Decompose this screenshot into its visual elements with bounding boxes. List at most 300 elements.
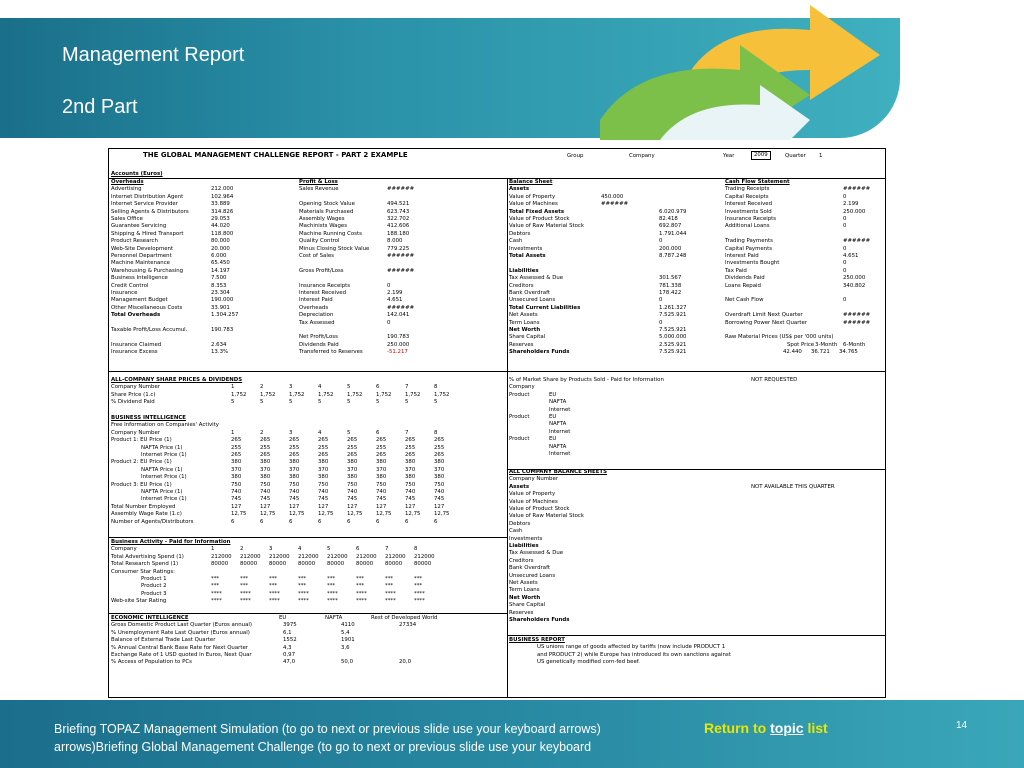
pl-label: Net Profit/Loss: [299, 334, 338, 341]
cf-label: Tax Paid: [725, 267, 747, 274]
footer-briefing-text: Briefing TOPAZ Management Simulation (to go to next or previous slide use your keyboard arrows) arrows)Briefing Global Management Challenge (to go to next or previous slide use your keyboard: [54, 722, 601, 754]
econ-cell: 5,4: [341, 629, 350, 636]
bi-row-label: Company Number: [111, 429, 161, 436]
pl-label: Overheads: [299, 304, 329, 311]
bi-cell: 370: [347, 466, 358, 473]
overhead-value: 33.901: [211, 304, 230, 311]
bi-cell: 12,75: [376, 511, 392, 518]
bi-cell: 265: [318, 452, 329, 458]
paidbi-row-label: Total Research Spend (1): [111, 561, 179, 568]
econ-cell: 27334: [399, 622, 417, 629]
overhead-value: 1.304.257: [211, 312, 239, 319]
bi-cell: 380: [318, 459, 329, 466]
bi-cell: 380: [260, 474, 271, 481]
overhead-value: 314.826: [211, 208, 234, 215]
cf-value: ######: [843, 312, 871, 319]
shares-cell: 3: [289, 384, 293, 391]
paidbi-cell: ****: [414, 590, 425, 597]
bs-label: Reserves: [509, 341, 534, 348]
bi-cell: 265: [376, 437, 387, 444]
bi-cell: 255: [260, 444, 271, 451]
shares-cell: 1,752: [376, 391, 392, 398]
bi-cell: 370: [405, 466, 416, 473]
bs-label: Share Capital: [509, 334, 546, 341]
shares-cell: 4: [318, 384, 322, 391]
bi-cell: 265: [434, 452, 445, 458]
ms-label: Product: [509, 414, 530, 420]
bs-label: Value of Property: [509, 193, 556, 200]
econ-cell: 3,6: [341, 644, 350, 651]
overhead-value: 44.020: [211, 223, 230, 230]
pl-label: Transferred to Reserves: [299, 349, 363, 356]
bi-cell: 6: [434, 518, 438, 525]
all-balance-row: Shareholders Funds: [509, 617, 570, 623]
ms-value: EU: [549, 391, 557, 398]
bi-cell: 265: [260, 452, 271, 458]
paidbi-cell: ***: [327, 583, 336, 590]
bi-cell: 1: [231, 429, 235, 436]
bi-cell: 380: [434, 474, 445, 481]
bi-cell: 750: [434, 481, 445, 488]
bi-heading: BUSINESS INTELLIGENCE: [111, 415, 186, 421]
bs-value: 6.020.979: [659, 208, 687, 215]
pl-value: 412.606: [387, 223, 410, 230]
paidbi-cell: 212000: [385, 553, 406, 560]
overhead-extra-value: 2.634: [211, 341, 227, 348]
paidbi-cell: ****: [356, 590, 367, 597]
paidbi-row-label: Web-site Star Rating: [111, 598, 167, 605]
bs-value: 0: [659, 297, 663, 304]
paidbi-cell: ****: [385, 598, 396, 605]
bi-cell: 740: [347, 489, 358, 495]
bs-label: Assets: [509, 186, 530, 193]
overhead-label: Business Intelligence: [111, 275, 168, 282]
paidbi-cell: ***: [269, 576, 278, 582]
shares-cell: 8: [434, 384, 438, 391]
quarter-label: Quarter: [785, 153, 806, 159]
bi-row-label: NAFTA Price (1): [141, 466, 183, 473]
econ-row-label: Exchange Rate of 1 USD quoted in Euros, Next Quar: [111, 652, 252, 658]
paidbi-cell: ****: [298, 590, 309, 597]
overhead-value: 80.000: [211, 238, 230, 245]
pl-value: 494.521: [387, 201, 410, 208]
bi-cell: 745: [405, 496, 416, 503]
bi-cell: 265: [231, 437, 242, 444]
econ-col-header: NAFTA: [325, 615, 343, 621]
bi-row-label: NAFTA Price (1): [141, 444, 183, 451]
return-to-topic-link[interactable]: [704, 720, 828, 736]
bi-cell: 740: [376, 489, 387, 495]
overhead-label: Total Overheads: [111, 312, 161, 319]
bi-cell: 265: [405, 452, 416, 458]
all-balance-row: Company Number: [509, 476, 559, 483]
bs-value: 1.261.327: [659, 304, 687, 311]
bs-label: Value of Product Stock: [509, 216, 570, 222]
bs-value-mid: ######: [601, 201, 629, 208]
paidbi-cell: ***: [356, 576, 365, 582]
all-balance-row: Net Assets: [509, 580, 538, 586]
overhead-extra-label: Insurance Claimed: [111, 341, 162, 348]
overhead-value: 33.889: [211, 201, 230, 208]
pl-label: Dividends Paid: [299, 341, 339, 348]
bs-label: Term Loans: [509, 319, 540, 326]
bi-cell: 6: [231, 518, 235, 525]
cf-label: Investments Bought: [725, 260, 780, 267]
ms-value: EU: [549, 436, 557, 443]
cf-value: 0: [843, 216, 847, 222]
bi-cell: 380: [376, 474, 387, 481]
bi-cell: 6: [260, 518, 264, 525]
shares-cell: 5: [405, 399, 409, 406]
raw-value: 34.765: [839, 349, 858, 356]
bi-cell: 265: [434, 437, 445, 444]
paidbi-row-label: Total Advertising Spend (1): [111, 553, 184, 560]
footer-bar: [0, 700, 1024, 768]
econ-cell: 3975: [283, 622, 297, 629]
all-balance-heading: ALL COMPANY BALANCE SHEETS: [509, 469, 607, 475]
bi-row-label: Total Number Employed: [111, 503, 176, 510]
bi-cell: 255: [231, 444, 242, 451]
cf-value: 0: [843, 297, 847, 304]
bi-cell: 750: [376, 481, 387, 488]
bi-cell: 265: [376, 452, 387, 458]
cf-value: 0: [843, 223, 847, 230]
return-prefix: Return to: [704, 720, 771, 736]
bi-cell: 265: [405, 437, 416, 444]
paidbi-cell: 80000: [327, 561, 345, 568]
bi-cell: 12,75: [260, 511, 276, 518]
paidbi-cell: ****: [356, 598, 367, 605]
shares-row-label: Share Price (1.c): [111, 391, 156, 398]
pl-value: -51.217: [387, 349, 408, 356]
overhead-value: 212.000: [211, 186, 234, 193]
cf-value: 0: [843, 245, 847, 252]
bs-value: 7.525.921: [659, 327, 687, 333]
shares-cell: 6: [376, 384, 380, 391]
overhead-extra-value: 13.3%: [211, 349, 229, 356]
econ-col-header: Rest of Developed World: [371, 615, 438, 621]
bi-cell: 380: [231, 474, 242, 481]
raw-header: 6-Month: [843, 341, 866, 348]
header-band: [0, 0, 1024, 140]
bs-label: Net Worth: [509, 327, 541, 333]
paidbi-cell: 212000: [211, 553, 232, 560]
shares-cell: 1,752: [318, 391, 334, 398]
paidbi-cell: ****: [211, 598, 222, 605]
bi-cell: 370: [289, 466, 300, 473]
bi-cell: 380: [376, 459, 387, 466]
shares-cell: 5: [260, 399, 264, 406]
shares-cell: 1,752: [260, 391, 276, 398]
overhead-label: Product Research: [111, 238, 158, 245]
overhead-label: Selling Agents & Distributors: [111, 208, 189, 215]
paidbi-cell: 212000: [356, 553, 377, 560]
paidbi-cell: 1: [211, 546, 215, 553]
bi-cell: 750: [289, 481, 300, 488]
pl-value: ######: [387, 267, 415, 274]
bi-cell: 370: [318, 466, 329, 473]
overhead-label: Advertising: [111, 186, 142, 193]
paidbi-cell: 7: [385, 546, 389, 553]
cf-label: Trading Receipts: [725, 186, 770, 193]
bi-cell: 370: [376, 466, 387, 473]
pl-value: 188.180: [387, 230, 410, 237]
pl-label: Interest Received: [299, 290, 347, 296]
business-report-line: US unions range of goods affected by tariffs (now include PRODUCT 1: [537, 644, 726, 651]
bs-label: Total Fixed Assets: [509, 208, 565, 215]
all-balance-row: Value of Property: [509, 491, 556, 498]
bi-cell: 127: [260, 503, 271, 510]
bi-cell: 6: [289, 518, 293, 525]
bi-cell: 265: [260, 437, 271, 444]
pl-value: ######: [387, 304, 415, 311]
econ-cell: 1552: [283, 637, 297, 644]
bi-cell: 8: [434, 429, 438, 436]
bi-row-label: Internet Price (1): [141, 474, 187, 481]
shares-cell: 5: [347, 399, 351, 406]
bs-value-mid: 450.000: [601, 193, 624, 200]
overhead-value: 23.304: [211, 290, 230, 296]
ms-label: Company: [509, 384, 535, 391]
bs-label: Liabilities: [509, 267, 539, 274]
overhead-value: 8.353: [211, 282, 227, 289]
bs-label: Tax Assessed & Due: [509, 275, 564, 282]
overhead-label: Internet Service Provider: [111, 201, 178, 208]
bi-cell: 6: [347, 518, 351, 525]
paidbi-cell: ****: [240, 598, 251, 605]
econ-row-label: % Access of Population to PCs: [111, 659, 192, 666]
econ-cell: 50,0: [341, 659, 354, 666]
bi-cell: 4: [318, 429, 322, 436]
business-report-line: US genetically modified corn-fed beef.: [537, 659, 641, 666]
paidbi-cell: ***: [211, 583, 220, 590]
year-label: Year: [723, 153, 735, 159]
bi-cell: 745: [376, 496, 387, 503]
paidbi-cell: ****: [385, 590, 396, 597]
bi-cell: 370: [231, 466, 242, 473]
bs-label: Debtors: [509, 230, 531, 237]
bi-row-label: Internet Price (1): [141, 496, 187, 503]
paidbi-cell: 80000: [240, 561, 258, 568]
pl-value: 322.702: [387, 216, 410, 222]
paidbi-row-label: Product 2: [141, 583, 167, 590]
bi-cell: 255: [434, 444, 445, 451]
bi-row-label: Product 1: EU Price (1): [111, 437, 172, 444]
bi-row-label: NAFTA Price (1): [141, 489, 183, 495]
cf-label: Capital Payments: [725, 245, 773, 252]
bi-cell: 265: [289, 437, 300, 444]
shares-cell: 5: [376, 399, 380, 406]
bi-cell: 127: [289, 503, 300, 510]
all-balance-row: Value of Product Stock: [509, 506, 570, 512]
paidbi-cell: 8: [414, 546, 418, 553]
ms-value: EU: [549, 414, 557, 420]
pl-value: 250.000: [387, 341, 410, 348]
bi-cell: 380: [260, 459, 271, 466]
econ-row-label: Gross Domestic Product Last Quarter (Euros annual): [111, 622, 252, 629]
slide-number: 14: [956, 720, 968, 731]
overhead-label: Machine Maintenance: [111, 260, 170, 267]
cf-value: 0: [843, 267, 847, 274]
paidbi-cell: 2: [240, 546, 244, 553]
pl-value: 0: [387, 282, 391, 289]
business-report-heading: BUSINESS REPORT: [509, 637, 565, 643]
bi-cell: 6: [405, 518, 409, 525]
paidbi-cell: 212000: [298, 553, 319, 560]
all-balance-row: Liabilities: [509, 543, 539, 549]
curved-arrows-graphic: [560, 0, 900, 140]
pl-label: Depreciation: [299, 312, 334, 319]
paidbi-row-label: Consumer Star Ratings:: [111, 568, 175, 575]
business-report-line: and PRODUCT 2) while Europe has introduced its own sanctions against: [537, 651, 731, 658]
group-label: Group: [567, 153, 584, 159]
bi-cell: 12,75: [289, 511, 305, 518]
all-balance-row: Unsecured Loans: [509, 572, 556, 579]
overhead-label: Insurance: [111, 290, 138, 296]
paidbi-cell: 80000: [211, 561, 229, 568]
bs-value: 692.807: [659, 223, 682, 230]
paidbi-cell: ****: [298, 598, 309, 605]
overhead-value: 29.053: [211, 216, 230, 222]
paidbi-cell: ****: [414, 598, 425, 605]
bi-cell: 745: [289, 496, 300, 503]
econ-cell: 47,0: [283, 659, 296, 666]
overhead-label: Shipping & Hired Transport: [111, 230, 184, 237]
return-suffix: list: [803, 720, 828, 736]
overhead-value: 20.000: [211, 245, 230, 252]
bi-cell: 265: [318, 437, 329, 444]
accounts-label: Accounts (Euros): [111, 171, 163, 177]
cf-label: Borrowing Power Next Quarter: [725, 319, 808, 326]
topic-link[interactable]: topic: [770, 720, 804, 736]
overhead-value: 7.500: [211, 275, 227, 282]
bi-cell: 7: [405, 429, 409, 436]
paidbi-cell: ***: [414, 576, 423, 582]
bs-label: Total Current Liabilities: [509, 304, 581, 311]
paidbi-cell: 6: [356, 546, 360, 553]
ms-label: Product: [509, 391, 530, 398]
cf-value: 0: [843, 260, 847, 267]
pl-label: Tax Assessed: [299, 319, 335, 326]
paidbi-row-label: Product 1: [141, 576, 167, 582]
bi-cell: 127: [231, 503, 242, 510]
report-title: THE GLOBAL MANAGEMENT CHALLENGE REPORT - PART 2 EXAMPLE: [143, 151, 408, 159]
bi-cell: 745: [260, 496, 271, 503]
pl-value: ######: [387, 186, 415, 193]
bi-cell: 255: [376, 444, 387, 451]
all-balance-row: Bank Overdraft: [509, 565, 550, 572]
econ-col-header: EU: [279, 615, 287, 621]
pl-label: Sales Revenue: [299, 186, 339, 193]
shares-cell: 1,752: [231, 391, 247, 398]
econ-cell: 6,1: [283, 629, 292, 636]
bi-row-label: Product 3: EU Price (1): [111, 481, 172, 488]
profit-loss-heading: Profit & Loss: [299, 179, 338, 185]
pl-label: Minus Closing Stock Value: [299, 245, 370, 252]
paidbi-cell: ***: [298, 576, 307, 582]
bi-cell: 2: [260, 429, 264, 436]
shares-heading: ALL-COMPANY SHARE PRICES & DIVIDENDS: [111, 377, 243, 383]
paidbi-cell: ***: [269, 583, 278, 590]
overhead-value: 65.450: [211, 260, 230, 267]
bi-cell: 265: [231, 452, 242, 458]
bi-cell: 750: [260, 481, 271, 488]
paidbi-heading: Business Activity - Paid for Information: [111, 539, 231, 545]
shares-row-label: % Dividend Paid: [111, 399, 155, 406]
bi-cell: 3: [289, 429, 293, 436]
bs-value: 0: [659, 319, 663, 326]
all-balance-row: Assets: [509, 483, 530, 490]
pl-label: Insurance Receipts: [299, 282, 351, 289]
econ-cell: 1901: [341, 637, 355, 644]
shares-cell: 1,752: [347, 391, 363, 398]
balance-sheet-heading: Balance Sheet: [509, 179, 553, 185]
bi-cell: 380: [231, 459, 242, 466]
all-balance-row: Share Capital: [509, 602, 546, 609]
bs-value: 178.422: [659, 290, 682, 296]
cf-label: Overdraft Limit Next Quarter: [725, 312, 803, 319]
shares-cell: 2: [260, 384, 264, 391]
raw-header: 3-Month: [815, 341, 838, 348]
overhead-value: 102.964: [211, 193, 234, 200]
shares-cell: 1,752: [289, 391, 305, 398]
all-balance-row: Reserves: [509, 609, 534, 616]
paidbi-cell: ***: [240, 576, 249, 582]
econ-row-label: % Unemployment Rate Last Quarter (Euros annual): [111, 629, 250, 636]
bi-cell: 370: [434, 466, 445, 473]
paidbi-cell: ***: [385, 583, 394, 590]
bi-cell: 380: [289, 474, 300, 481]
bs-value: 82.418: [659, 216, 678, 222]
shares-cell: 5: [231, 399, 235, 406]
cf-label: Investments Sold: [725, 208, 772, 215]
bi-cell: 750: [405, 481, 416, 488]
bi-cell: 6: [376, 518, 380, 525]
paidbi-cell: ***: [385, 576, 394, 582]
pl-value: 142.041: [387, 312, 410, 319]
raw-value: 42.440: [783, 349, 802, 356]
pl-value: 2.199: [387, 290, 403, 296]
bi-cell: 12,75: [434, 511, 450, 518]
shares-cell: 1,752: [405, 391, 421, 398]
paidbi-cell: 212000: [414, 553, 435, 560]
bs-label: Unsecured Loans: [509, 297, 556, 304]
bi-cell: 750: [318, 481, 329, 488]
overhead-label: Management Budget: [111, 297, 168, 304]
pl-value: ######: [387, 253, 415, 259]
all-balance-row: Investments: [509, 535, 543, 542]
page-subtitle: 2nd Part: [62, 96, 138, 118]
bs-value: 7.525.921: [659, 312, 687, 319]
pl-label: Cost of Sales: [299, 253, 334, 259]
bs-value: 5.000.000: [659, 334, 687, 341]
pl-value: 4.651: [387, 297, 403, 304]
bs-label: Total Assets: [509, 253, 546, 259]
paidbi-cell: 212000: [240, 553, 261, 560]
bi-cell: 265: [347, 452, 358, 458]
paidbi-cell: ****: [327, 598, 338, 605]
pl-label: Machine Running Costs: [299, 230, 362, 237]
paidbi-row-label: Company: [111, 546, 137, 553]
paidbi-row-label: Product 3: [141, 590, 167, 597]
bi-cell: 380: [405, 459, 416, 466]
bi-cell: 12,75: [318, 511, 334, 518]
bs-label: Investments: [509, 245, 543, 252]
bi-cell: 255: [347, 444, 358, 451]
ms-value: Internet: [549, 428, 571, 435]
bi-cell: 6: [376, 429, 380, 436]
overhead-label: Credit Control: [111, 282, 149, 289]
